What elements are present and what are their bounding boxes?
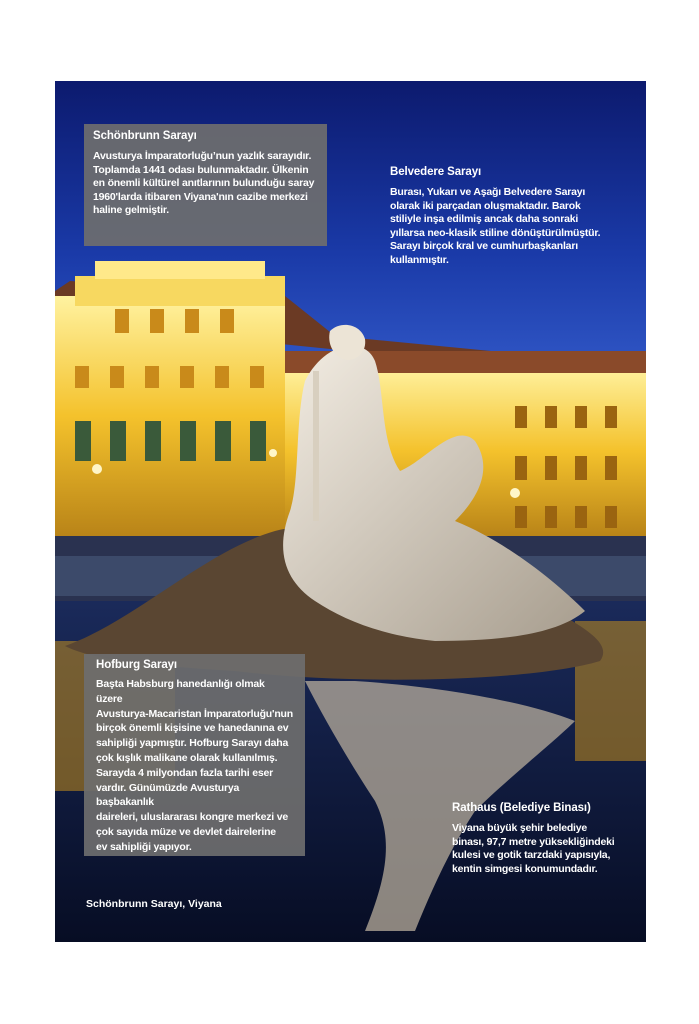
schonbrunn-line: haline gelmiştir. [93, 204, 169, 217]
rathaus-line: kulesi ve gotik tarzdaki yapısıyla, [452, 849, 611, 862]
schonbrunn-line: 1960'larda itibaren Viyana'nın cazibe merkezi [93, 190, 308, 203]
rathaus-line: kentin simgesi konumundadır. [452, 862, 598, 875]
hofburg-line: sahipliği yapmıştır. Hofburg Sarayı daha [96, 737, 289, 750]
hofburg-title: Hofburg Sarayı [96, 659, 178, 671]
schonbrunn-line: en önemli kültürel anıtlarının bulunduğu saray [93, 177, 315, 190]
hofburg-text [96, 677, 293, 855]
belvedere-line: yıllarsa neo-klasik stiline dönüştürülmüştür. [390, 226, 601, 239]
schonbrunn-text [93, 150, 318, 218]
hofburg-line: çok kışlık malikane olarak kullanılmış. [96, 751, 278, 764]
hofburg-line: Avusturya-Macaristan İmparatorluğu'nun [96, 707, 293, 720]
belvedere-line: kullanmıştır. [390, 253, 449, 266]
belvedere-line: stiliyle inşa edilmiş ancak daha sonraki [390, 213, 579, 226]
schonbrunn-info-box [84, 124, 327, 246]
hofburg-line: çok sayıda müze ve devlet dairelerine [96, 825, 276, 838]
belvedere-text [390, 186, 630, 268]
schonbrunn-line: Toplamda 1441 odası bulunmaktadır. Ülkenin [93, 163, 309, 176]
hofburg-line: Sarayda 4 milyondan fazla tarihi eser [96, 766, 274, 779]
rathaus-line: Viyana büyük şehir belediye [452, 822, 588, 834]
hofburg-line: birçok önemli kişisine ve hanedanına ev [96, 722, 289, 735]
belvedere-title: Belvedere Sarayı [390, 166, 482, 178]
belvedere-line: olarak iki parçadan oluşmaktadır. Barok [390, 199, 581, 212]
hofburg-line: vardır. Günümüzde Avusturya başbakanlık [96, 781, 240, 809]
hofburg-line: ev sahipliği yapıyor. [96, 840, 192, 853]
hofburg-line: daireleri, uluslararası kongre merkezi ve [96, 811, 288, 824]
belvedere-info [390, 166, 630, 268]
rathaus-title: Rathaus (Belediye Binası) [452, 802, 591, 814]
rathaus-text [452, 822, 637, 876]
schonbrunn-title: Schönbrunn Sarayı [93, 130, 197, 142]
hofburg-info-box [84, 654, 305, 856]
rathaus-info [452, 802, 637, 876]
belvedere-line: Burası, Yukarı ve Aşağı Belvedere Sarayı [390, 186, 586, 198]
belvedere-line: Sarayı birçok kral ve cumhurbaşkanları [390, 240, 578, 253]
hofburg-line: Başta Habsburg hanedanlığı olmak üzere [96, 678, 265, 705]
schonbrunn-line: Avusturya İmparatorluğu’nun yazlık sarayıdır. [93, 150, 312, 162]
rathaus-line: binası, 97,7 metre yüksekliğindeki [452, 835, 615, 848]
photo-caption: Schönbrunn Sarayı, Viyana [86, 898, 222, 910]
